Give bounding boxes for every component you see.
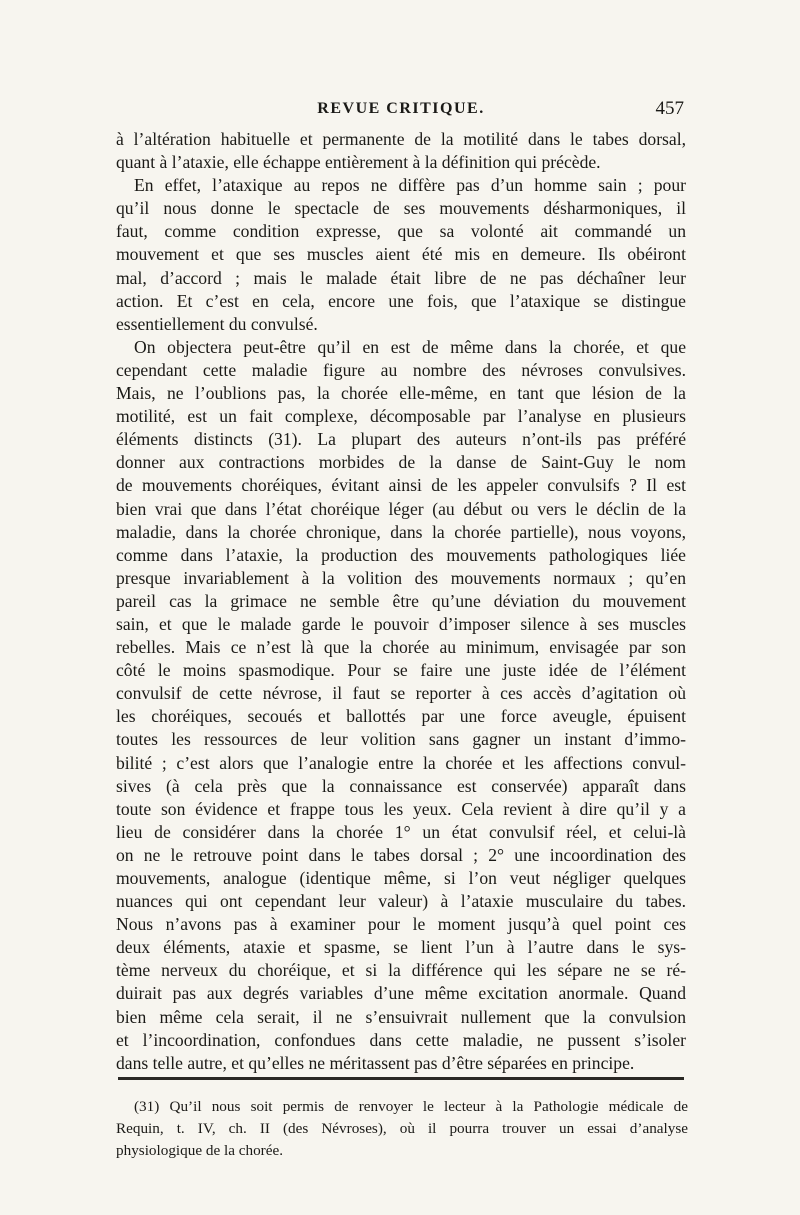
text-line: essentiellement du convulsé. [116,313,318,334]
text-line: donner aux contractions morbides de la danse de Saint-Guy le nom [116,452,686,473]
text-line: de mouvements choréiques, évitant ainsi de les appeler convulsifs ? Il est [116,475,686,496]
text-line: action. Et c’est en cela, encore une fois, que l’ataxique se distingue [116,290,686,311]
text-line: lieu de considérer dans la chorée 1° un état convulsif réel, et celui-là [116,821,686,842]
text-line: En effet, l’ataxique au repos ne diffère pas d’un homme sain ; pour [134,175,686,196]
text-line: faut, comme condition expresse, que sa volonté ait commandé un [116,221,686,242]
text-line: mouvements, analogue (identique même, si l’on veut négliger quelques [116,868,686,888]
text-line: comme dans l’ataxie, la production des mouvements pathologiques liée [116,544,686,565]
text-line: sives (à cela près que la connaissance est conservée) apparaît dans [116,775,686,796]
text-line: et l’incoordination, confondues dans cette maladie, ne pussent s’isoler [116,1029,686,1050]
text-line: mouvement et que ses muscles aient été mis en demeure. Ils obéiront [116,244,686,265]
text-line: pareil cas la grimace ne semble être qu’une déviation du mouvement [116,590,686,611]
text-line: bien même cela serait, il ne s’ensuivrait nullement que la convulsion [116,1006,686,1027]
text-line: cependant cette maladie figure au nombre des névroses convulsives. [116,359,686,380]
text-line: toutes les ressources de leur volition sans gagner un instant d’immo- [116,729,686,750]
text-line: motilité, est un fait complexe, décomposable par l’analyse en plusieurs [116,406,686,427]
text-line: convulsif de cette névrose, il faut se reporter à ces accès d’agitation où [116,683,686,704]
footnote-rule [118,1077,684,1080]
text-line: nuances qui ont cependant leur valeur) à l’ataxie musculaire du tabes. [116,891,686,912]
text-line: rebelles. Mais ce n’est là que la chorée au minimum, envisagée par son [116,637,686,658]
text-line: dans telle autre, et qu’elles ne méritassent pas d’être séparées en principe. [116,1052,635,1073]
text-line: les choréiques, secoués et ballottés par une force aveugle, épuisent [116,706,686,727]
footnote [116,1096,688,1162]
body-text [116,128,686,1075]
text-line: duirait pas aux degrés variables d’une même excitation anormale. Quand [116,983,686,1004]
text-line: tème nerveux du choréique, et si la différence qui les sépare ne se ré- [116,960,686,981]
text-line: presque invariablement à la volition des mouvements normaux ; qu’en [116,567,686,588]
text-line: quant à l’ataxie, elle échappe entièrement à la définition qui précède. [116,152,601,173]
page-number: 457 [655,98,684,119]
text-line: bien vrai que dans l’état choréique léger (au début ou vers le déclin de la [116,498,686,519]
footnote-line: (31) Qu’il nous soit permis de renvoyer le lecteur à la Pathologie médicale de [134,1098,688,1115]
text-line: On objectera peut-être qu’il en est de même dans la chorée, et que [134,336,686,357]
text-line: Mais, ne l’oublions pas, la chorée elle-même, en tant que lésion de la [116,383,686,404]
text-line: on ne le retrouve point dans le tabes dorsal ; 2° une incoordination des [116,844,686,865]
text-line: bilité ; c’est alors que l’analogie entre la chorée et les affections convul- [116,752,686,773]
text-line: côté le moins spasmodique. Pour se faire une juste idée de l’élément [116,660,686,681]
text-line: qu’il nous donne le spectacle de ses mouvements désharmoniques, il [116,198,686,219]
text-line: à l’altération habituelle et permanente de la motilité dans le tabes dorsal, [116,129,686,149]
footnote-line: physiologique de la chorée. [116,1142,284,1159]
text-line: sain, et que le malade garde le pouvoir d’imposer silence à ses muscles [116,613,686,634]
text-line: toute son évidence et frappe tous les yeux. Cela revient à dire qu’il y a [116,798,686,819]
text-line: mal, d’accord ; mais le malade était libre de ne pas déchaîner leur [116,267,686,288]
running-title: REVUE CRITIQUE. [317,100,485,117]
text-line: Nous n’avons pas à examiner pour le moment jusqu’à quel point ces [116,914,686,935]
text-line: maladie, dans la chorée chronique, dans la chorée partielle), nous voyons, [116,521,686,542]
running-head [116,100,686,124]
text-line: deux éléments, ataxie et spasme, se lient l’un à l’autre dans le sys- [116,937,686,958]
text-line: éléments distincts (31). La plupart des auteurs n’ont-ils pas préféré [116,429,686,450]
footnote-line: Requin, t. IV, ch. II (des Névroses), où il pourra trouver un essai d’analyse [116,1120,688,1137]
